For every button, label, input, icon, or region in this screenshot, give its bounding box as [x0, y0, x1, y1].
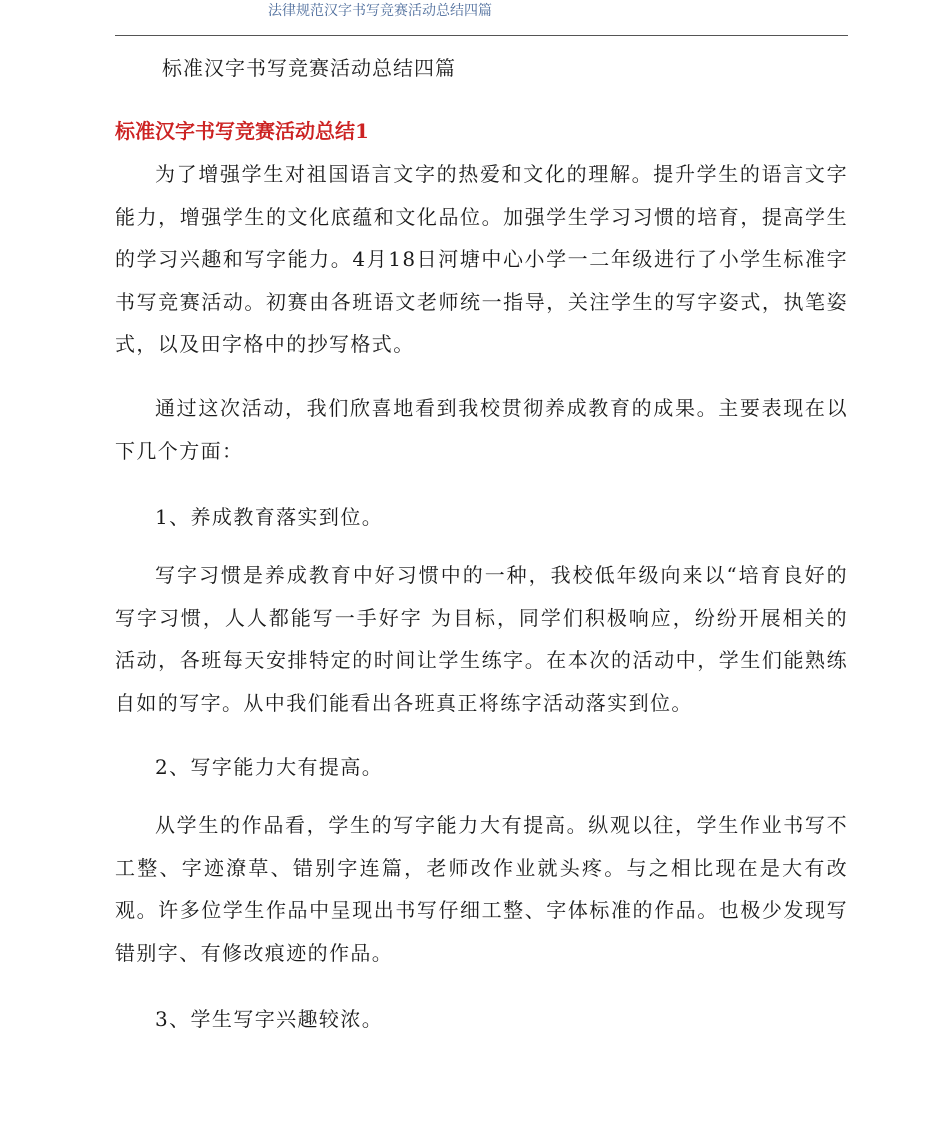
document-title: 标准汉字书写竞赛活动总结四篇 [162, 56, 456, 80]
header-divider [115, 35, 848, 36]
body-text [115, 496, 848, 539]
body-text [115, 746, 848, 789]
list-item-heading: 3、学生写字兴趣较浓。 [155, 1007, 384, 1031]
paragraph: 写字习惯是养成教育中好习惯中的一种，我校低年级向来以“培育良好的写字习惯，人人都能写一手好字 为目标，同学们积极响应，纷纷开展相关的活动，各班每天安排特定的时间让学生练字。在本次的活动中，学生们能熟练自如的写字。从中我们能看出各班真正将练字活动落实到位。 [115, 563, 848, 715]
section-heading: 标准汉字书写竞赛活动总结1 [115, 119, 369, 143]
paragraph: 通过这次活动，我们欣喜地看到我校贯彻养成教育的成果。主要表现在以下几个方面： [115, 396, 848, 463]
list-item-heading: 1、养成教育落实到位。 [155, 505, 384, 529]
list-item-heading: 2、写字能力大有提高。 [155, 755, 384, 779]
body-text [115, 998, 848, 1041]
body-text [115, 387, 848, 472]
body-text [115, 554, 848, 724]
paragraph: 从学生的作品看，学生的写字能力大有提高。纵观以往，学生作业书写不工整、字迹潦草、错别字连篇，老师改作业就头疼。与之相比现在是大有改观。许多位学生作品中呈现出书写仔细工整、字体标准的作品。也极少发现写错别字、有修改痕迹的作品。 [115, 813, 848, 965]
body-text [115, 804, 848, 974]
paragraph: 为了增强学生对祖国语言文字的热爱和文化的理解。提升学生的语言文字能力，增强学生的文化底蕴和文化品位。加强学生学习习惯的培育，提高学生的学习兴趣和写字能力。4月18日河塘中心小学一二年级进行了小学生标准字书写竞赛活动。初赛由各班语文老师统一指导，关注学生的写字姿式，执笔姿式，以及田字格中的抄写格式。 [115, 162, 848, 356]
body-text [115, 153, 848, 366]
running-header: 法律规范汉字书写竞赛活动总结四篇 [268, 3, 492, 19]
